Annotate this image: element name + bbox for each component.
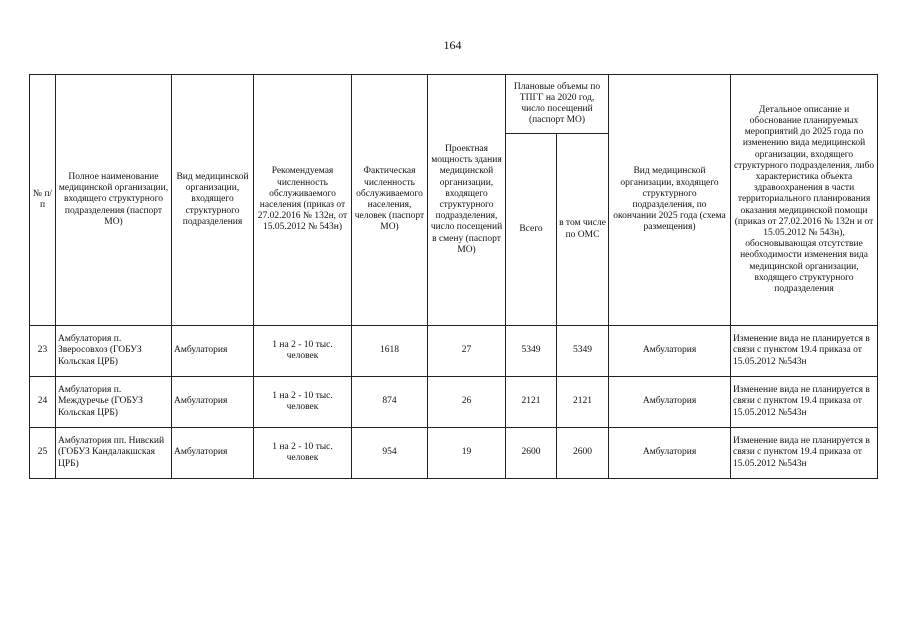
cell-type-2025: Амбулатория xyxy=(609,428,731,479)
cell-name: Амбулатория п. Зверосовхоз (ГОБУЗ Кольская ЦРБ) xyxy=(56,326,172,377)
header-type: Вид медицинской организации, входящего структурного подразделения xyxy=(172,75,254,326)
cell-planned-total: 2600 xyxy=(506,428,557,479)
page-number: 164 xyxy=(443,38,462,52)
header-capacity: Проектная мощность здания медицинской организации, входящего структурного подразделения, число посещений в смену (паспорт МО) xyxy=(428,75,506,326)
header-recommended: Рекомендуемая численность обслуживаемого населения (приказ от 27.02.2016 № 132н, от 15.05.2012 № 543н) xyxy=(254,75,352,326)
cell-type-2025: Амбулатория xyxy=(609,326,731,377)
cell-planned-total: 5349 xyxy=(506,326,557,377)
header-planned-group: Плановые объемы по ТПГГ на 2020 год, число посещений (паспорт МО) xyxy=(506,75,609,134)
cell-type: Амбулатория xyxy=(172,377,254,428)
cell-capacity: 27 xyxy=(428,326,506,377)
cell-name: Амбулатория пп. Нивский (ГОБУЗ Кандалакшская ЦРБ) xyxy=(56,428,172,479)
cell-type: Амбулатория xyxy=(172,326,254,377)
cell-recommended: 1 на 2 - 10 тыс. человек xyxy=(254,377,352,428)
header-description: Детальное описание и обоснование планируемых мероприятий до 2025 года по изменению вида медицинской организации, входящего структурного подразделения, либо характеристика объекта здравоохранения в части территориального планирования оказания медицинской помощи (приказ от 27.02.2016 № 132н и от 15.05.2012 № 543н), обосновывающая отсутствие необходимости изменения вида медицинской организации, входящего структурного подразделения xyxy=(731,75,878,326)
cell-capacity: 26 xyxy=(428,377,506,428)
cell-planned-oms: 5349 xyxy=(557,326,609,377)
cell-recommended: 1 на 2 - 10 тыс. человек xyxy=(254,428,352,479)
cell-planned-total: 2121 xyxy=(506,377,557,428)
table-row xyxy=(30,377,878,428)
header-type-2025: Вид медицинской организации, входящего структурного подразделения, по окончании 2025 года (схема размещения) xyxy=(609,75,731,326)
cell-name: Амбулатория п. Междуречье (ГОБУЗ Кольская ЦРБ) xyxy=(56,377,172,428)
cell-type: Амбулатория xyxy=(172,428,254,479)
data-table xyxy=(29,74,878,479)
cell-planned-oms: 2121 xyxy=(557,377,609,428)
cell-actual: 954 xyxy=(352,428,428,479)
cell-num: 23 xyxy=(30,326,56,377)
header-actual: Фактическая численность обслуживаемого населения, человек (паспорт МО) xyxy=(352,75,428,326)
header-num: № п/п xyxy=(30,75,56,326)
table-row xyxy=(30,326,878,377)
cell-num: 24 xyxy=(30,377,56,428)
cell-num: 25 xyxy=(30,428,56,479)
header-planned-oms: в том числе по ОМС xyxy=(557,134,609,326)
cell-description: Изменение вида не планируется в связи с пунктом 19.4 приказа от 15.05.2012 №543н xyxy=(731,377,878,428)
cell-actual: 1618 xyxy=(352,326,428,377)
header-planned-total: Всего xyxy=(506,134,557,326)
cell-planned-oms: 2600 xyxy=(557,428,609,479)
cell-type-2025: Амбулатория xyxy=(609,377,731,428)
header-name: Полное наименование медицинской организации, входящего структурного подразделения (паспорт МО) xyxy=(56,75,172,326)
cell-description: Изменение вида не планируется в связи с пунктом 19.4 приказа от 15.05.2012 №543н xyxy=(731,428,878,479)
cell-capacity: 19 xyxy=(428,428,506,479)
table-row xyxy=(30,428,878,479)
cell-recommended: 1 на 2 - 10 тыс. человек xyxy=(254,326,352,377)
cell-description: Изменение вида не планируется в связи с пунктом 19.4 приказа от 15.05.2012 №543н xyxy=(731,326,878,377)
cell-actual: 874 xyxy=(352,377,428,428)
